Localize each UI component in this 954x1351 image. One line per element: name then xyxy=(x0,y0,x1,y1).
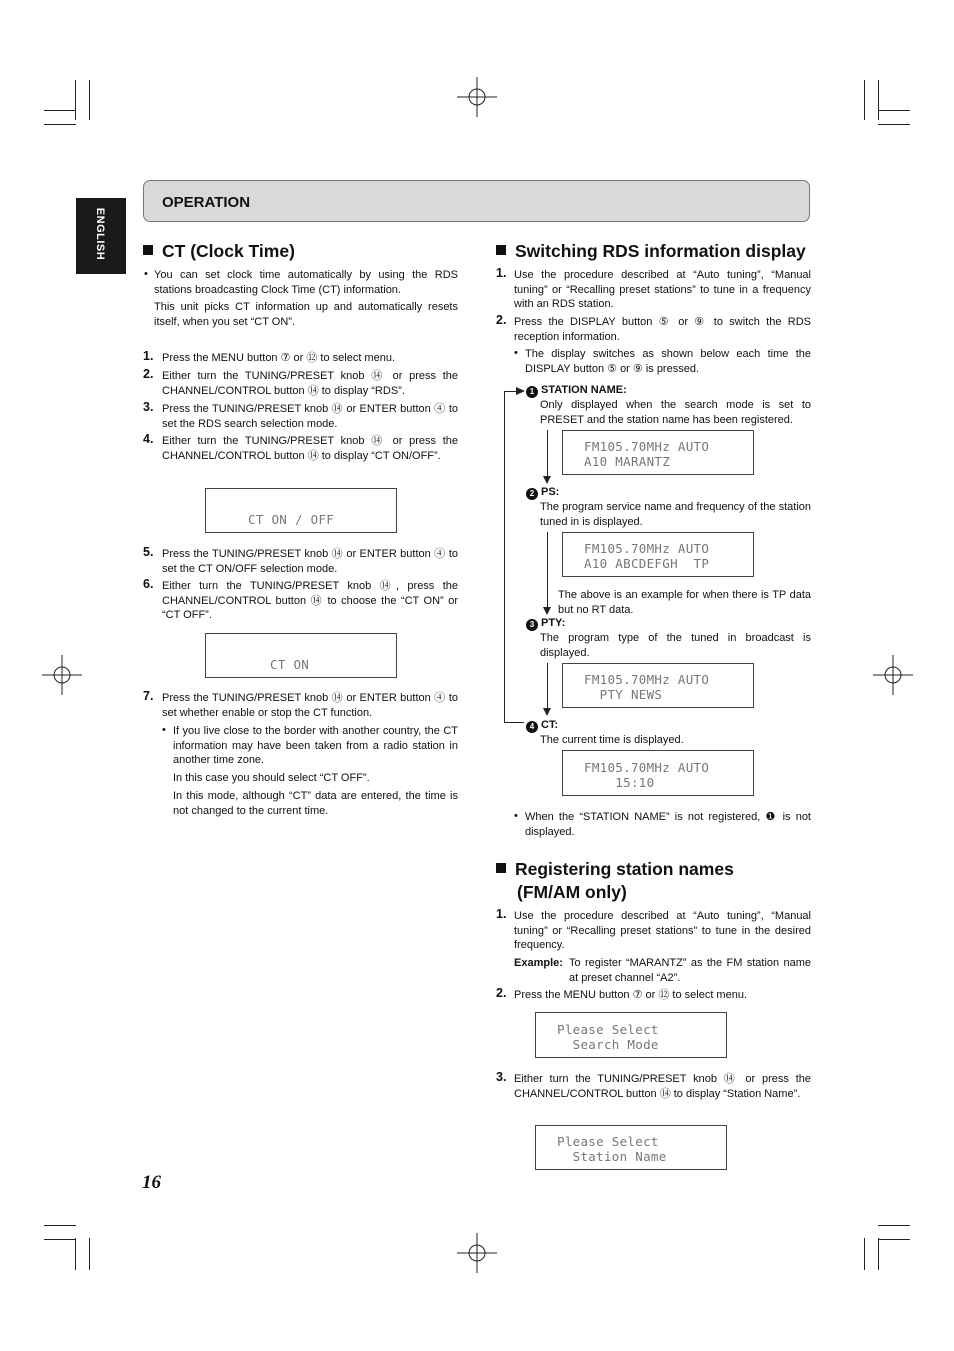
reg-step-1: Use the procedure described at “Auto tuning”, “Manual tuning” or “Recalling preset stations” to tune in the desired frequency. xyxy=(514,910,811,951)
lcd-text: Search Mode xyxy=(557,1037,659,1052)
language-tab-label: ENGLISH xyxy=(94,207,106,261)
reg-heading xyxy=(496,858,734,881)
page-number: 16 xyxy=(142,1172,161,1193)
crop-mark xyxy=(864,1238,865,1270)
lcd-text: 15:10 xyxy=(584,775,655,790)
tp-note: The above is an example for when there is TP data but no RT data. xyxy=(558,589,811,616)
lcd-display xyxy=(205,488,397,533)
crop-mark xyxy=(44,1225,76,1226)
ct-step-2: Either turn the TUNING/PRESET knob ⑭ or press the CHANNEL/CONTROL button ⑭ to display “RDS”. xyxy=(162,370,458,397)
arrow-down-icon xyxy=(543,607,551,615)
rds-item-desc: The program type of the tuned in broadcast is displayed. xyxy=(540,632,811,659)
registration-mark-icon xyxy=(457,1233,497,1273)
step-number: 1. xyxy=(496,907,507,921)
ct-step-4: Either turn the TUNING/PRESET knob ⑭ or press the CHANNEL/CONTROL button ⑭ to display “CT ON/OFF”. xyxy=(162,435,458,462)
reg-example-label: Example: xyxy=(514,957,563,969)
arrow-down-icon xyxy=(543,476,551,484)
cycle-loop-line xyxy=(504,391,505,722)
arrow-line xyxy=(547,430,548,476)
lcd-text: FM105.70MHz AUTO xyxy=(584,439,710,454)
step-number: 5. xyxy=(143,545,154,559)
lcd-text: A10 ABCDEFGH TP xyxy=(584,556,710,571)
step-number: 2. xyxy=(143,367,154,381)
number-marker-icon: 4 xyxy=(526,721,538,733)
number-marker-icon: 3 xyxy=(526,619,538,631)
lcd-text: FM105.70MHz AUTO xyxy=(584,760,710,775)
crop-mark xyxy=(878,1238,879,1270)
ct-intro-bullet: You can set clock time automatically by using the RDS stations broadcasting Clock Time (CT) information. xyxy=(154,269,458,296)
number-marker-icon: 1 xyxy=(526,386,538,398)
crop-mark xyxy=(75,80,76,120)
arrow-right-icon xyxy=(516,387,525,395)
ct-note-bullet: If you live close to the border with another country, the CT information may have been taken from a radio station in another time zone. xyxy=(173,725,458,766)
ct-step-3: Press the TUNING/PRESET knob ⑭ or ENTER button ④ to set the RDS search selection mode. xyxy=(162,403,458,430)
reg-example-text: To register “MARANTZ” as the FM station name at preset channel “A2”. xyxy=(569,957,811,984)
ct-step-1: Press the MENU button ⑦ or ⑫ to select menu. xyxy=(162,352,396,364)
step-number: 7. xyxy=(143,689,154,703)
ct-note-para-2: In this mode, although “CT” data are entered, the time is not changed to the current time. xyxy=(173,790,458,817)
ct-intro-para: This unit picks CT information up and automatically resets itself, when you set “CT ON”. xyxy=(154,301,458,328)
crop-mark xyxy=(89,1238,90,1270)
rds-item-desc: The program service name and frequency of the station tuned in is displayed. xyxy=(540,501,811,528)
ct-step-6: Either turn the TUNING/PRESET knob ⑭, press the CHANNEL/CONTROL button ⑭ to choose the “CT ON” or “CT OFF”. xyxy=(162,580,458,621)
crop-mark xyxy=(878,110,910,111)
ct-note-para-1: In this case you should select “CT OFF”. xyxy=(173,772,370,784)
arrow-line xyxy=(547,532,548,608)
ct-heading xyxy=(143,240,295,263)
crop-mark xyxy=(878,124,910,125)
reg-step-3: Either turn the TUNING/PRESET knob ⑭ or press the CHANNEL/CONTROL button ⑭ to display “Station Name”. xyxy=(514,1073,811,1100)
rds-step-2: Press the DISPLAY button ⑤ or ⑨ to switch the RDS reception information. xyxy=(514,316,811,343)
lcd-text: CT ON xyxy=(270,657,310,672)
lcd-display xyxy=(562,750,754,796)
lcd-text: CT ON / OFF xyxy=(248,512,335,527)
bullet-dot: • xyxy=(514,810,518,822)
step-number: 2. xyxy=(496,313,507,327)
bullet-dot: • xyxy=(162,724,166,736)
step-number: 1. xyxy=(496,266,507,280)
arrow-line xyxy=(547,663,548,709)
lcd-text: Station Name xyxy=(557,1149,667,1164)
rds-item-label: 3 PTY: xyxy=(526,617,565,631)
rds-item-desc: The current time is displayed. xyxy=(540,734,684,746)
number-marker-icon: 2 xyxy=(526,488,538,500)
rds-step-1: Use the procedure described at “Auto tuning”, “Manual tuning” or “Recalling preset stations” to tune in a frequency with an RDS station. xyxy=(514,269,811,310)
square-bullet-icon xyxy=(143,245,153,255)
lcd-display xyxy=(535,1125,727,1170)
arrow-down-icon xyxy=(543,708,551,716)
registration-mark-icon xyxy=(42,655,82,695)
rds-item-desc: Only displayed when the search mode is set to PRESET and the station name has been registered. xyxy=(540,399,811,426)
lcd-text: Please Select xyxy=(557,1134,659,1149)
language-tab xyxy=(76,198,126,274)
step-number: 4. xyxy=(143,432,154,446)
crop-mark xyxy=(878,1225,910,1226)
registration-mark-icon xyxy=(873,655,913,695)
rds-title: Switching RDS information display xyxy=(515,241,806,261)
crop-mark xyxy=(878,1239,910,1240)
crop-mark xyxy=(44,1239,76,1240)
lcd-text: FM105.70MHz AUTO xyxy=(584,541,710,556)
step-number: 1. xyxy=(143,349,154,363)
lcd-text: Please Select xyxy=(557,1022,659,1037)
rds-item-label: 1 STATION NAME: xyxy=(526,384,627,398)
rds-heading xyxy=(496,240,806,263)
step-number: 3. xyxy=(143,400,154,414)
crop-mark xyxy=(89,80,90,120)
lcd-display xyxy=(205,633,397,678)
section-header xyxy=(143,180,810,222)
cycle-loop-line xyxy=(504,722,524,723)
section-header-label: OPERATION xyxy=(162,194,251,211)
bullet-dot: • xyxy=(144,268,148,280)
step-number: 6. xyxy=(143,577,154,591)
step-number: 2. xyxy=(496,986,507,1000)
ct-step-5: Press the TUNING/PRESET knob ⑭ or ENTER button ④ to set the CT ON/OFF selection mode. xyxy=(162,548,458,575)
lcd-text: FM105.70MHz AUTO xyxy=(584,672,710,687)
crop-mark xyxy=(878,80,879,120)
lcd-text: A10 MARANTZ xyxy=(584,454,671,469)
rds-item-label: 2 PS: xyxy=(526,486,559,500)
rds-end-bullet: When the “STATION NAME” is not registered, ❶ is not displayed. xyxy=(525,811,811,838)
ct-step-7: Press the TUNING/PRESET knob ⑭ or ENTER button ④ to set whether enable or stop the CT function. xyxy=(162,692,458,719)
lcd-display xyxy=(562,430,754,475)
lcd-display xyxy=(562,663,754,708)
ct-title: CT (Clock Time) xyxy=(162,241,295,261)
reg-step-2: Press the MENU button ⑦ or ⑫ to select menu. xyxy=(514,989,748,1001)
registration-mark-icon xyxy=(457,77,497,117)
lcd-display xyxy=(562,532,754,577)
crop-mark xyxy=(864,80,865,120)
square-bullet-icon xyxy=(496,863,506,873)
bullet-dot: • xyxy=(514,347,518,359)
square-bullet-icon xyxy=(496,245,506,255)
lcd-text: PTY NEWS xyxy=(584,687,663,702)
step-number: 3. xyxy=(496,1070,507,1084)
crop-mark xyxy=(44,124,76,125)
reg-title-line-1: Registering station names xyxy=(515,859,734,879)
rds-item-label: 4 CT: xyxy=(526,719,558,733)
lcd-display xyxy=(535,1012,727,1058)
reg-title-line-2: (FM/AM only) xyxy=(517,882,627,902)
crop-mark xyxy=(44,110,76,111)
rds-display-bullet: The display switches as shown below each time the DISPLAY button ⑤ or ⑨ is pressed. xyxy=(525,348,811,375)
crop-mark xyxy=(75,1238,76,1270)
